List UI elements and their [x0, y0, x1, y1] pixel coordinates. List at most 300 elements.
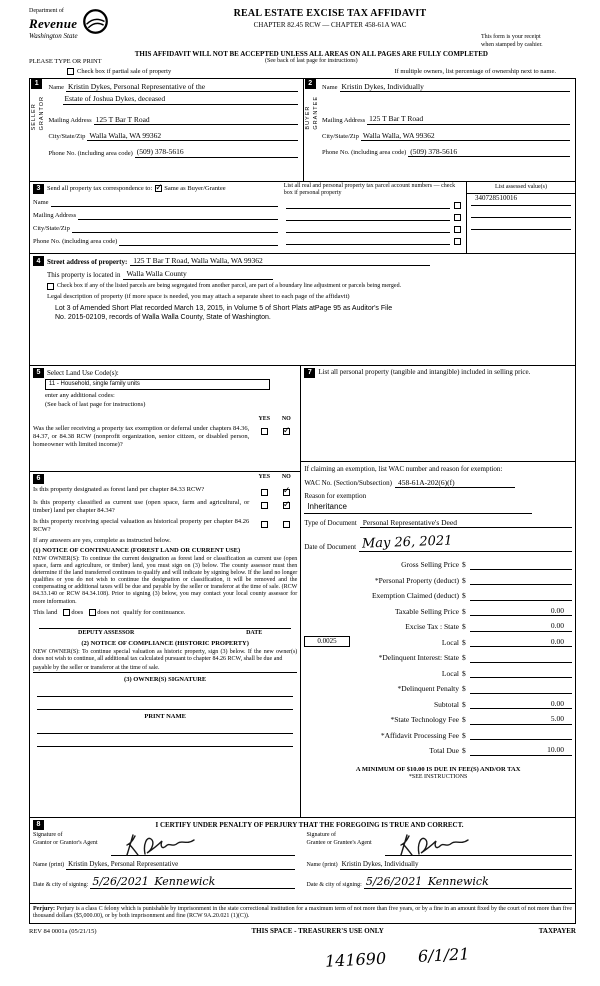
same-as-buyer-checkbox[interactable]: [155, 185, 162, 192]
money-row-delinquent-penalty: [304, 678, 572, 694]
grantee-date-block: [303, 875, 573, 890]
send-to-row: [33, 184, 278, 194]
csz-label: City/State/Zip: [48, 133, 86, 141]
buyer-side-strip: [304, 79, 321, 181]
perjury-bold: Perjury:: [33, 905, 55, 912]
signature-of-label: Signature of: [306, 831, 336, 838]
currency-sign: $: [462, 575, 466, 585]
seller-fields: [47, 79, 303, 181]
doc-date-field[interactable]: [359, 535, 572, 552]
name-print-label: Name (print): [33, 862, 65, 869]
exemption-question: Was the seller receiving a property tax exemption or deferral under chapters 84.36, 84.37, or 84.38 RCW (nonprofit organization, senior citizen, or disabled person, homeowner with limited income)?: [33, 425, 250, 449]
historic-question: Is this property receiving special valuation as historical property per chapter 84.26 RCW?: [33, 517, 250, 533]
grantor-signature-ink: [121, 831, 201, 857]
grantee-name-block: [303, 860, 573, 870]
buyer-mailing-field[interactable]: 125 T Bar T Road: [367, 114, 570, 124]
form-footer: [29, 927, 576, 936]
buyer-csz-field[interactable]: Walla Walla, WA 99362: [361, 131, 570, 141]
revenue-wordmark: Revenue: [29, 15, 78, 31]
corr-name-field[interactable]: [51, 197, 278, 207]
any-yes-note: If any answers are yes, complete as instructed below.: [33, 536, 171, 544]
csz-label: City/State/Zip: [322, 132, 359, 140]
rev-number: REV 84 0001a (05/21/15): [29, 927, 97, 935]
corr-csz-field[interactable]: [72, 223, 278, 233]
revenue-logo-icon: [82, 8, 109, 35]
buyer-name-field2[interactable]: [336, 94, 570, 104]
grantor-signature-field[interactable]: [111, 832, 295, 856]
money-label: *Delinquent Interest: State: [378, 653, 459, 663]
seller-name-field[interactable]: Kristin Dykes, Personal Representative of the: [66, 82, 297, 92]
money-value-field[interactable]: [470, 575, 572, 585]
money-label: Gross Selling Price: [401, 560, 459, 570]
money-row-processing-fee: [304, 725, 572, 741]
qualify-label: qualify for continuance.: [123, 608, 186, 616]
see-back-note: (See back of last page for instructions): [265, 58, 358, 65]
personal-property-checkbox[interactable]: [454, 238, 461, 245]
seller-csz-row: [49, 131, 298, 141]
money-label: Excise Tax : State: [405, 622, 459, 632]
buyer-name-row: [322, 82, 570, 92]
wac-row: [304, 478, 572, 488]
wac-number-field[interactable]: 458-61A-202(6)(f): [395, 478, 515, 488]
grantor-word: GRANTOR: [39, 95, 46, 131]
parcel-field[interactable]: [286, 232, 450, 233]
taxpayer-label: TAXPAYER: [538, 926, 576, 935]
notice2-body: NEW OWNER(S): To continue special valuation as historic property, sign (3) below. If the new owner(s) does not wish to continue, all additional tax calculated pursuant to chapter 84.26 RCW, shall be due and: [33, 649, 298, 663]
buyer-phone-row: [322, 147, 570, 157]
currency-sign: $: [462, 715, 466, 725]
middle-columns: [30, 365, 575, 817]
spacer: [33, 416, 253, 424]
partial-sale-checkbox[interactable]: [67, 68, 74, 75]
yes-checkbox[interactable]: [261, 502, 268, 509]
land-use-code-box[interactable]: 11 - Household, single family units: [45, 379, 270, 391]
section1-badge: 1: [31, 79, 42, 89]
grantor-date-city-field[interactable]: [90, 875, 294, 890]
corr-csz-row: [33, 223, 278, 233]
currency-sign: $: [462, 560, 466, 570]
seller-phone-field[interactable]: (509) 378-5616: [135, 147, 298, 157]
yes-cell: [253, 486, 275, 497]
corr-mailing-row: [33, 210, 278, 220]
parties-section: [30, 79, 575, 181]
left-column: [30, 366, 300, 817]
forest-land-question: Is this property designated as forest land per chapter 84.33 RCW?: [33, 485, 205, 493]
buyer-word: BUYER: [304, 105, 311, 130]
csz-label: City/State/Zip: [33, 224, 70, 232]
no-checkbox[interactable]: [283, 502, 290, 509]
money-value-field[interactable]: [470, 653, 572, 663]
no-cell: [275, 499, 297, 510]
minimum-fee-note: A MINIMUM OF $10.00 IS DUE IN FEE(S) AND/OR TAX: [355, 765, 521, 773]
reason-label: Reason for exemption: [304, 492, 367, 501]
washington-state-label: Washington State: [29, 31, 78, 40]
yes-label: YES: [258, 473, 271, 480]
money-label: Subtotal: [433, 699, 459, 709]
money-label: Total Due: [429, 746, 459, 756]
exemption-section: [301, 462, 575, 514]
owner-signature-line[interactable]: [37, 684, 293, 697]
assessed-value-field[interactable]: [471, 206, 571, 218]
buyer-name-field[interactable]: Kristin Dykes, Individually: [340, 82, 570, 92]
notice1-body: NEW OWNER(S): To continue the current designation as forest land or classification as current use (open space, farm and agriculture, or timber) land, you must sign on (3) below. The county assessor must then determine if the land transferred continues to qualify and will indicate by signing below. If the land no longer qualifies or you do not wish to continue the designation or classification, it will be removed and the compensating or additional taxes will be due and payable by the seller or transferor at the time of sale. (RCW 84.33.140 or RCW 84.34.108). Prior to signing (3) below, you may contact your local county assessor for more information.: [33, 556, 298, 605]
does-not-label: does not: [97, 608, 120, 616]
county-field[interactable]: Walla Walla County: [123, 269, 273, 279]
warning-block: [102, 50, 521, 66]
doc-type-label: Type of Document: [304, 519, 357, 528]
acceptance-warning: THIS AFFIDAVIT WILL NOT BE ACCEPTED UNLESS ALL AREAS ON ALL PAGES ARE FULLY COMPLETED: [134, 49, 488, 58]
exemption-question-row: [33, 425, 297, 449]
does-label: does: [71, 608, 84, 616]
dor-wordmark: [29, 8, 78, 40]
money-row-excise-local: [304, 632, 572, 648]
legal-line2: No. 2015-02109, records of Walla Walla County, State of Washington.: [55, 314, 271, 322]
buyer-phone-field[interactable]: (509) 378-5616: [408, 147, 570, 157]
corr-phone-field[interactable]: [119, 236, 277, 246]
grantee-city-handwriting: Kennewick: [427, 874, 489, 888]
date-label: DATE: [246, 629, 263, 636]
assessed-value-field[interactable]: [471, 218, 571, 230]
dor-logo-block: [29, 8, 179, 40]
document-section: [301, 514, 575, 552]
instruction-row: [29, 50, 576, 66]
name-label: Name: [33, 198, 49, 206]
form-content: [29, 8, 576, 936]
partial-sale-row: [29, 68, 576, 76]
print-name-title: PRINT NAME: [144, 712, 186, 720]
treasurer-stamp: [325, 944, 470, 972]
currency-sign: $: [462, 637, 466, 647]
legal-line1: Lot 3 of Amended Short Plat recorded March 13, 2015, in Volume 5 of Short Plats atPage 95 as Auditor's File: [55, 305, 393, 313]
money-row-gross: [304, 554, 572, 570]
money-value-field[interactable]: 0.00: [470, 621, 572, 631]
certification-section: [30, 817, 575, 903]
print-name-line[interactable]: [37, 721, 293, 734]
no-label: NO: [281, 473, 291, 480]
parcel-row: [284, 209, 463, 221]
personal-property-row: [304, 368, 572, 378]
seller-mailing-row: [49, 115, 298, 125]
doc-type-row: [304, 518, 572, 528]
no-cell: [275, 518, 297, 529]
currency-sign: $: [462, 591, 466, 601]
currency-sign: $: [462, 699, 466, 709]
personal-property-checkbox[interactable]: [454, 226, 461, 233]
yes-checkbox[interactable]: [261, 521, 268, 528]
section3-badge: 3: [33, 184, 44, 194]
spacer: [47, 474, 253, 484]
continuance-row: [33, 609, 297, 617]
date-city-label: Date & city of signing:: [306, 881, 362, 888]
historic-question-row: [33, 518, 297, 534]
land-use-section: [30, 366, 300, 472]
money-value-field[interactable]: [470, 684, 572, 694]
form-frame: [29, 78, 576, 924]
corr-phone-row: [33, 236, 278, 246]
no-checkbox[interactable]: [283, 489, 290, 496]
buyer-csz-row: [322, 131, 570, 141]
mailing-label: Mailing Address: [33, 211, 77, 219]
signature-row: [33, 832, 572, 856]
signature-of-label: Signature of: [33, 831, 63, 838]
seller-name-row: [49, 82, 298, 92]
land-use-label: Select Land Use Code(s):: [47, 368, 119, 377]
located-in-row: [47, 269, 572, 279]
wac-label: WAC No. (Section/Subsection): [304, 479, 392, 488]
grantee-signature-field[interactable]: [385, 832, 573, 856]
seller-name-row2: [49, 94, 298, 104]
money-value-field[interactable]: 5.00: [470, 714, 572, 724]
notice2-title: (2) NOTICE OF COMPLIANCE (HISTORIC PROPERTY): [81, 640, 249, 648]
exemption-intro: If claiming an exemption, list WAC number and reason for exemption:: [304, 464, 503, 473]
yes-no-header: [33, 474, 297, 484]
send-to-label: Send all property tax correspondence to:: [47, 184, 153, 192]
segregated-checkbox[interactable]: [47, 283, 54, 290]
multiple-owners-note: If multiple owners, list percentage of ownership next to name.: [394, 67, 556, 75]
currency-sign: $: [462, 653, 466, 663]
spacer: [134, 630, 246, 638]
grantor-city-handwriting: Kennewick: [154, 874, 216, 888]
money-label: Exemption Claimed (deduct): [371, 591, 459, 601]
parcel-field[interactable]: [286, 208, 450, 209]
seller-csz-field[interactable]: Walla Walla, WA 99362: [87, 131, 297, 141]
doc-date-handwriting: May 26, 2021: [361, 533, 453, 552]
yes-no-header: [33, 416, 297, 424]
money-row-taxable: [304, 601, 572, 617]
money-row-delinquent-interest-local: [304, 663, 572, 679]
land-use-row: [33, 368, 297, 378]
money-row-delinquent-interest-state: [304, 647, 572, 663]
no-cell: [275, 486, 297, 497]
currency-sign: $: [462, 622, 466, 632]
parcel-row: [284, 197, 463, 209]
personal-property-checkbox[interactable]: [454, 214, 461, 221]
money-table: [301, 552, 575, 756]
yes-cell: [253, 499, 275, 510]
money-value-field[interactable]: [470, 591, 572, 601]
owners-signature-title: (3) OWNER(S) SIGNATURE: [124, 675, 207, 683]
correspondence-column: [30, 182, 281, 253]
grantor-role-label: Grantor or Grantor's Agent: [33, 839, 98, 846]
street-address-label: Street address of property:: [47, 257, 128, 266]
money-label: *Delinquent Penalty: [397, 684, 459, 694]
grantor-name-block: [33, 860, 303, 870]
corr-mailing-field[interactable]: [78, 210, 278, 220]
spacer: [262, 630, 297, 638]
grantor-date-handwriting: 5/26/2021: [92, 874, 149, 888]
excise-rate-box: 0.0025: [304, 636, 349, 647]
yes-label: YES: [258, 415, 271, 422]
located-in-label: This property is located in: [47, 270, 121, 279]
parcel-header: List all real and personal property tax parcel account numbers — check box if personal property: [283, 182, 456, 196]
assessed-value-field[interactable]: 340728510016: [471, 194, 571, 206]
doc-type-field[interactable]: Personal Representative's Deed: [360, 518, 572, 528]
print-name-line[interactable]: [37, 734, 293, 747]
notice2-body-underlined: payable by the seller or transferor at the time of sale.: [33, 665, 297, 673]
money-value-field[interactable]: 0.00: [470, 606, 572, 616]
no-label: NO: [281, 415, 291, 422]
name-label: Name: [322, 84, 338, 92]
currency-sign: $: [462, 746, 466, 756]
doc-date-row: [304, 528, 572, 552]
phone-label: Phone No. (including area code): [33, 237, 118, 245]
deputy-assessor-labels: [33, 630, 297, 638]
street-address-row: [33, 256, 572, 266]
grantee-role-label: Grantee or Grantee's Agent: [306, 839, 372, 846]
grantee-date-city-field[interactable]: [364, 875, 572, 890]
parcel-field[interactable]: [286, 244, 450, 245]
money-row-personal-property: [304, 570, 572, 586]
parcel-field[interactable]: [286, 220, 450, 221]
grantee-date-handwriting: 5/26/2021: [365, 874, 423, 888]
money-label: *Affidavit Processing Fee: [380, 730, 459, 740]
legal-description-label: Legal description of property (if more space is needed, you may attach a separate sheet to each page of the affidavit): [47, 293, 350, 301]
grantor-signature-block: [33, 832, 303, 856]
does-checkbox[interactable]: [63, 609, 70, 616]
chapter-line: CHAPTER 82.45 RCW — CHAPTER 458-61A WAC: [253, 20, 407, 29]
personal-property-label: List all personal property (tangible and intangible) included in selling price.: [318, 367, 531, 376]
yes-checkbox[interactable]: [261, 428, 268, 435]
receipt-note: [481, 34, 576, 50]
street-address-field[interactable]: 125 T Bar T Road, Walla Walla, WA 99362: [130, 256, 430, 266]
perjury-notice: [30, 903, 575, 923]
assessed-value-field[interactable]: [471, 230, 571, 242]
print-name-row: [33, 860, 572, 870]
spacer: [33, 323, 572, 363]
seller-name-field2[interactable]: Estate of Joshua Dykes, deceased: [63, 94, 298, 104]
personal-property-checkbox[interactable]: [454, 202, 461, 209]
treasurer-use-label: THIS SPACE - TREASURER'S USE ONLY: [251, 926, 384, 935]
seller-mailing-field[interactable]: 125 T Bar T Road: [94, 115, 298, 125]
money-label: *Personal Property (deduct): [374, 575, 459, 585]
grantee-signature-label: [307, 832, 385, 856]
section2-badge: 2: [305, 79, 316, 89]
no-cell: [275, 425, 297, 436]
money-row-excise-state: [304, 616, 572, 632]
money-label: Local: [441, 668, 459, 678]
no-checkbox[interactable]: [283, 428, 290, 435]
tax-computation-column: [300, 366, 575, 817]
see-instructions-note: *SEE INSTRUCTIONS: [408, 773, 468, 780]
money-value-field[interactable]: [470, 668, 572, 678]
stamp-receipt-number: 141690: [324, 948, 387, 971]
money-value-field[interactable]: 0.00: [470, 637, 572, 647]
money-label: Taxable Selling Price: [394, 606, 459, 616]
mailing-label: Mailing Address: [48, 116, 92, 124]
yes-cell: [253, 425, 275, 436]
certify-row: [33, 820, 572, 830]
money-value-field[interactable]: 10.00: [470, 745, 572, 755]
receipt-note-line1: This form is your receipt: [481, 34, 541, 40]
seller-section: [30, 79, 303, 181]
yes-cell: [253, 518, 275, 529]
no-checkbox[interactable]: [283, 521, 290, 528]
buyer-mailing-row: [322, 114, 570, 124]
phone-label: Phone No. (including area code): [48, 149, 133, 157]
segregated-row: [47, 283, 572, 291]
name-label: Name: [48, 84, 65, 92]
form-header: [29, 8, 576, 50]
current-use-question: Is this property classified as current use (open space, farm and agricultural, or timber) land per chapter 84.34?: [33, 499, 250, 515]
section4-badge: 4: [33, 256, 44, 266]
title-block: [179, 8, 481, 29]
currency-sign: $: [462, 668, 466, 678]
owner-signature-line[interactable]: [37, 697, 293, 710]
money-row-total-due: [304, 740, 572, 756]
forest-land-question-row: [33, 486, 297, 497]
money-value-field[interactable]: [470, 560, 572, 570]
grantee-signature-block: [303, 832, 573, 856]
doc-date-label: Date of Document: [304, 543, 357, 552]
money-row-subtotal: [304, 694, 572, 710]
does-not-checkbox[interactable]: [89, 609, 96, 616]
grantor-printed-name-field[interactable]: Kristin Dykes, Personal Representative: [66, 860, 294, 870]
currency-sign: $: [462, 684, 466, 694]
buyer-section: [303, 79, 576, 181]
tax-correspondence-section: [30, 181, 575, 253]
same-as-buyer-label: Same as Buyer/Grantee: [164, 184, 226, 192]
spacer: [33, 630, 78, 638]
grantee-word: GRANTEE: [312, 95, 319, 130]
currency-sign: $: [462, 606, 466, 616]
certify-statement: I CERTIFY UNDER PENALTY OF PERJURY THAT THE FOREGOING IS TRUE AND CORRECT.: [155, 820, 464, 829]
section6-badge: 6: [33, 474, 44, 484]
seller-role-label: [30, 96, 47, 130]
personal-property-section: [301, 366, 575, 462]
section8-badge: 8: [33, 820, 44, 830]
mailing-label: Mailing Address: [322, 116, 366, 124]
currency-sign: $: [462, 730, 466, 740]
assessed-value-column: [466, 182, 575, 253]
phone-label: Phone No. (including area code): [322, 149, 407, 157]
dept-of-label: Department of: [29, 8, 64, 14]
form-title: REAL ESTATE EXCISE TAX AFFIDAVIT: [233, 8, 427, 19]
type-or-print-label: PLEASE TYPE OR PRINT: [29, 57, 102, 65]
parcel-column: [281, 182, 466, 253]
money-row-state-tech-fee: [304, 709, 572, 725]
section7-badge: 7: [304, 368, 315, 378]
money-value-field[interactable]: 0.00: [470, 699, 572, 709]
segregated-label: Check box if any of the listed parcels are being segregated from another parcel, are part of a boundary line adjustment or parcels being merged.: [57, 282, 402, 289]
grantor-signature-label: [33, 832, 111, 856]
seller-word: SELLER: [31, 103, 37, 131]
land-designation-section: [30, 472, 300, 817]
buyer-role-label: [304, 96, 321, 130]
legal-description-text: [55, 305, 572, 323]
seller-side-strip: [30, 79, 47, 181]
grantor-date-block: [33, 875, 303, 890]
deputy-assessor-label: DEPUTY ASSESSOR: [78, 629, 135, 636]
stamp-date: 6/1/21: [417, 944, 470, 966]
grantee-printed-name-field[interactable]: Kristin Dykes, Individually: [340, 860, 572, 870]
reason-field[interactable]: Inheritance: [304, 501, 532, 514]
this-land-label: This land: [33, 608, 58, 616]
buyer-fields: [320, 79, 575, 181]
money-row-exemption-claimed: [304, 585, 572, 601]
section5-badge: 5: [33, 368, 44, 378]
money-label: *State Technology Fee: [390, 715, 459, 725]
parcel-row: [284, 233, 463, 245]
date-city-row: [33, 875, 572, 890]
deputy-assessor-signature-line[interactable]: [39, 617, 291, 629]
perjury-text: Perjury is a class C felony which is punishable by imprisonment in the state correctional institution for a maximum term of not more than five years, or by a fine in an amount fixed by the court of not more than five thousand dollars ($5,000.00), or by both imprisonment and fine (RCW 9A.20.021 (1)(C)).: [33, 905, 573, 920]
yes-checkbox[interactable]: [261, 489, 268, 496]
receipt-note-line2: when stamped by cashier.: [481, 41, 543, 48]
notice1-title: (1) NOTICE OF CONTINUANCE (FOREST LAND OR CURRENT USE): [33, 546, 241, 554]
money-value-field[interactable]: [470, 730, 572, 740]
current-use-question-row: [33, 499, 297, 515]
additional-codes-label: enter any additional codes:: [45, 392, 115, 400]
